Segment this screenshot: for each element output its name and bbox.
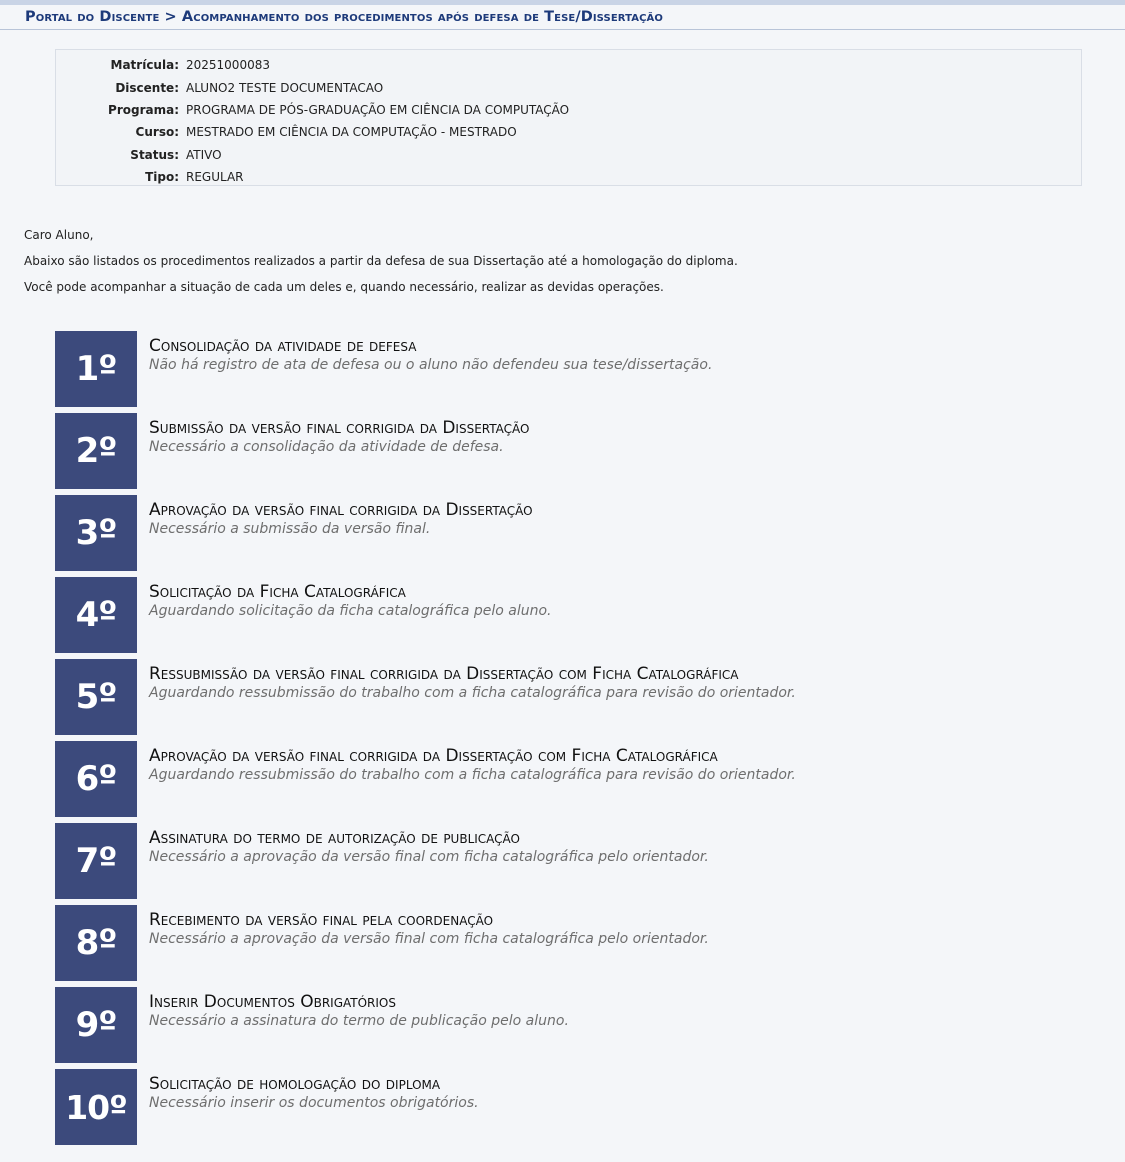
info-label: Discente: (115, 80, 179, 95)
info-label: Curso: (135, 125, 179, 140)
step-text (137, 823, 709, 905)
info-row-curso (56, 121, 1081, 143)
step-status: Aguardando solicitação da ficha catalográfica pelo aluno. (149, 603, 552, 619)
step-status: Não há registro de ata de defesa ou o aluno não defendeu sua tese/dissertação. (149, 357, 713, 373)
step-2 (55, 413, 796, 495)
intro-text (24, 226, 738, 304)
info-label: Tipo: (145, 170, 179, 185)
step-7 (55, 823, 796, 905)
step-9 (55, 987, 796, 1069)
step-status: Necessário a assinatura do termo de publicação pelo aluno. (149, 1013, 569, 1029)
step-number-badge: 1º (55, 331, 137, 407)
info-value: PROGRAMA DE PÓS-GRADUAÇÃO EM CIÊNCIA DA COMPUTAÇÃO (186, 102, 570, 117)
step-status: Aguardando ressubmissão do trabalho com a ficha catalográfica para revisão do orientador. (149, 685, 796, 701)
step-number-badge: 6º (55, 741, 137, 817)
info-label: Status: (130, 147, 179, 162)
info-value: MESTRADO EM CIÊNCIA DA COMPUTAÇÃO - MESTRADO (186, 125, 517, 140)
info-label: Matrícula: (110, 58, 179, 73)
step-number-badge: 8º (55, 905, 137, 981)
step-text (137, 1069, 479, 1151)
step-text (137, 987, 569, 1069)
step-4 (55, 577, 796, 659)
intro-line-2: Você pode acompanhar a situação de cada um deles e, quando necessário, realizar as devidas operações. (24, 280, 664, 294)
step-status: Necessário a consolidação da atividade de defesa. (149, 439, 504, 455)
step-text (137, 331, 712, 413)
info-row-matricula (56, 54, 1081, 76)
step-number-badge: 9º (55, 987, 137, 1063)
step-text (137, 495, 533, 577)
step-number-badge: 10º (55, 1069, 137, 1145)
step-number-badge: 7º (55, 823, 137, 899)
step-5 (55, 659, 796, 741)
step-text (137, 413, 529, 495)
step-title: Inserir Documentos Obrigatórios (149, 992, 396, 1012)
page-title: Portal do Discente > Acompanhamento dos procedimentos após defesa de Tese/Dissertação (25, 9, 663, 25)
info-value: REGULAR (186, 170, 244, 185)
info-value: ALUNO2 TESTE DOCUMENTACAO (186, 80, 384, 95)
step-number-badge: 2º (55, 413, 137, 489)
step-text (137, 659, 796, 741)
info-row-tipo (56, 166, 1081, 188)
step-10 (55, 1069, 796, 1151)
step-title: Solicitação da Ficha Catalográfica (149, 582, 406, 602)
step-number-badge: 3º (55, 495, 137, 571)
info-label: Programa: (108, 102, 179, 117)
step-8 (55, 905, 796, 987)
info-row-status (56, 144, 1081, 166)
step-status: Necessário a aprovação da versão final com ficha catalográfica pelo orientador. (149, 849, 709, 865)
step-status: Aguardando ressubmissão do trabalho com a ficha catalográfica para revisão do orientador. (149, 767, 796, 783)
step-title: Consolidação da atividade de defesa (149, 336, 417, 356)
title-bar (0, 5, 1125, 30)
info-row-programa (56, 99, 1081, 121)
step-text (137, 905, 709, 987)
info-value: 20251000083 (186, 58, 270, 73)
step-title: Ressubmissão da versão final corrigida da Dissertação com Ficha Catalográfica (149, 664, 739, 684)
info-row-discente (56, 76, 1081, 98)
step-text (137, 741, 796, 823)
step-title: Aprovação da versão final corrigida da Dissertação com Ficha Catalográfica (149, 746, 718, 766)
step-title: Aprovação da versão final corrigida da Dissertação (149, 500, 533, 520)
step-title: Solicitação de homologação do diploma (149, 1074, 441, 1094)
step-6 (55, 741, 796, 823)
step-title: Recebimento da versão final pela coordenação (149, 910, 494, 930)
step-title: Submissão da versão final corrigida da Dissertação (149, 418, 530, 438)
step-text (137, 577, 552, 659)
step-status: Necessário inserir os documentos obrigatórios. (149, 1095, 479, 1111)
intro-line-1: Abaixo são listados os procedimentos realizados a partir da defesa de sua Dissertação até a homologação do diploma. (24, 254, 738, 268)
procedure-steps-list (55, 331, 796, 1151)
step-1 (55, 331, 796, 413)
intro-greeting: Caro Aluno, (24, 228, 94, 242)
step-status: Necessário a aprovação da versão final com ficha catalográfica pelo orientador. (149, 931, 709, 947)
step-number-badge: 4º (55, 577, 137, 653)
step-number-badge: 5º (55, 659, 137, 735)
step-title: Assinatura do termo de autorização de publicação (149, 828, 520, 848)
step-3 (55, 495, 796, 577)
info-value: ATIVO (186, 147, 222, 162)
student-info-panel (55, 49, 1082, 186)
step-status: Necessário a submissão da versão final. (149, 521, 431, 537)
